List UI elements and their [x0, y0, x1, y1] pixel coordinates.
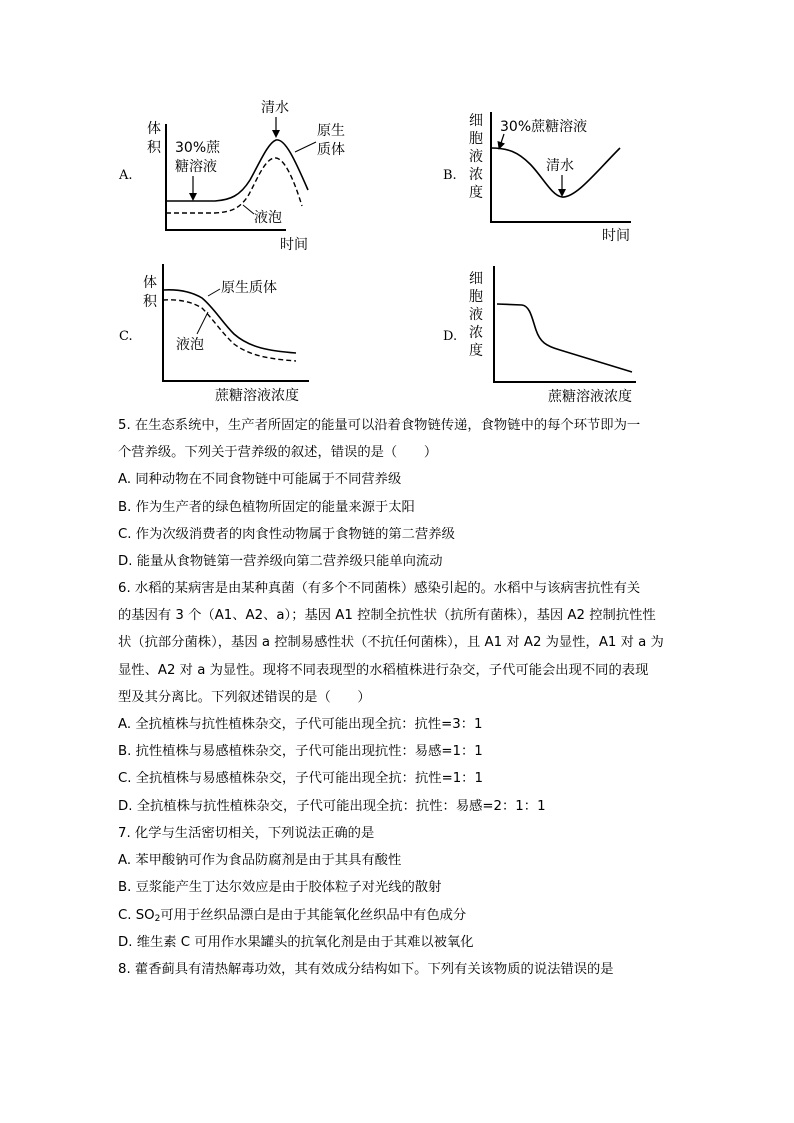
- graph-a-y-axis-2: 积: [147, 140, 161, 156]
- question-5: [118, 412, 678, 575]
- graph-a-sucrose-label-1: 30%蔗: [175, 140, 221, 156]
- graph-d-curve: [497, 304, 632, 372]
- question-7: [118, 820, 678, 956]
- question-6-stem-3: 状（抗部分菌株），基因 a 控制易感性状（不抗任何菌株），且 A1 对 A2 为显性，A1 对 a 为: [118, 635, 664, 651]
- question-7-option-c: [118, 902, 678, 929]
- graph-d-y-axis-1: 细: [469, 271, 483, 287]
- graph-c-y-axis-2: 积: [143, 294, 157, 310]
- graph-d-y-axis-5: 度: [469, 343, 483, 359]
- graph-a-sucrose-label-2: 糖溶液: [175, 159, 217, 175]
- question-8-stem: 8. 藿香蓟具有清热解毒功效，其有效成分结构如下。下列有关该物质的说法错误的是: [118, 962, 614, 977]
- question-6-stem-2: 的基因有 3 个（A1、A2、a）；基因 A1 控制全抗性状（抗所有菌株），基因 A2 控制抗性性: [118, 608, 656, 624]
- graph-d-x-axis: 蔗糖溶液浓度: [548, 389, 632, 405]
- graph-d-y-axis-3: 液: [469, 307, 483, 323]
- question-6-option-b: B. 抗性植株与易感植株杂交，子代可能出现抗性：易感=1：1: [118, 744, 483, 760]
- graph-a-y-axis-1: 体: [147, 121, 161, 137]
- graph-c-vacuole-leader: [197, 312, 208, 334]
- question-6-stem-5: 型及其分离比。下列叙述错误的是（ ）: [118, 689, 371, 705]
- question-6-stem-4: 显性、A2 对 a 为显性。现将不同表现型的水稻植株进行杂交，子代可能会出现不同的表现: [118, 662, 649, 678]
- graph-a: [118, 99, 345, 253]
- graph-b: [443, 112, 631, 244]
- graph-c-label: C.: [119, 329, 133, 344]
- question-6-stem-1: 6. 水稻的某病害是由某种真菌（有多个不同菌株）感染引起的。水稻中与该病害抗性有关: [118, 581, 641, 596]
- graph-d: [443, 266, 636, 405]
- graph-a-x-axis: 时间: [280, 237, 308, 253]
- question-5-stem-2: 个营养级。下列关于营养级的叙述，错误的是（ ）: [118, 445, 438, 461]
- graph-c-y-axis-1: 体: [143, 275, 157, 291]
- graph-a-water-label: 清水: [261, 100, 289, 116]
- graph-a-vacuole-leader: [243, 205, 254, 214]
- graph-c: [119, 264, 309, 404]
- question-7-option-b: B. 豆浆能产生丁达尔效应是由于胶体粒子对光线的散射: [118, 880, 442, 896]
- graph-b-sucrose-label: 30%蔗糖溶液: [500, 119, 588, 135]
- graph-b-y-axis-5: 度: [469, 185, 483, 201]
- graph-d-y-axis-2: 胞: [469, 289, 483, 305]
- question-7-stem: 7. 化学与生活密切相关，下列说法正确的是: [118, 826, 375, 841]
- graph-a-label: A.: [119, 168, 133, 183]
- question-5-option-d: D. 能量从食物链第一营养级向第二营养级只能单向流动: [118, 554, 443, 570]
- question-5-stem-1: 5. 在生态系统中，生产者所固定的能量可以沿着食物链传递，食物链中的每个环节即为一: [118, 418, 641, 433]
- question-8: [118, 956, 678, 983]
- question-5-option-a: A. 同种动物在不同食物链中可能属于不同营养级: [118, 472, 402, 488]
- question-7-option-c-suffix: 可用于丝织品漂白是由于其能氧化丝织品中有色成分: [160, 907, 467, 923]
- question-7-option-c-subscript: 2: [154, 913, 161, 924]
- graph-a-vacuole-label: 液泡: [254, 210, 282, 226]
- graph-d-axes: [494, 266, 636, 382]
- graph-a-protoplast-label-1: 原生: [317, 123, 345, 139]
- graph-c-protoplast-label: 原生质体: [221, 280, 277, 296]
- graph-b-label: B.: [443, 168, 457, 183]
- graph-b-sucrose-arrow: [500, 134, 504, 146]
- graph-b-water-label: 清水: [546, 158, 574, 174]
- question-6-option-c: C. 全抗植株与易感植株杂交，子代可能出现全抗：抗性=1：1: [118, 771, 483, 787]
- graph-canvas: [0, 0, 794, 410]
- graph-c-x-axis: 蔗糖溶液浓度: [215, 388, 299, 404]
- graph-c-vacuole-label: 液泡: [176, 337, 204, 353]
- graph-options: [0, 0, 794, 410]
- question-7-option-a: A. 苯甲酸钠可作为食品防腐剂是由于其具有酸性: [118, 853, 402, 869]
- graph-a-protoplast-leader: [295, 142, 316, 152]
- question-6-option-d: D. 全抗植株与抗性植株杂交，子代可能出现全抗：抗性：易感=2：1：1: [118, 798, 546, 814]
- question-6-option-a: A. 全抗植株与抗性植株杂交，子代可能出现全抗：抗性=3：1: [118, 717, 483, 733]
- graph-b-y-axis-2: 胞: [469, 131, 483, 147]
- question-5-option-c: C. 作为次级消费者的肉食性动物属于食物链的第二营养级: [118, 526, 455, 542]
- question-6: [118, 575, 678, 820]
- question-7-option-d: D. 维生素 C 可用作水果罐头的抗氧化剂是由于其难以被氧化: [118, 934, 474, 950]
- graph-d-y-axis-4: 浓: [469, 325, 483, 341]
- question-7-option-c-prefix: C. SO: [118, 907, 155, 923]
- graph-d-label: D.: [443, 329, 458, 344]
- graph-c-protoplast-leader: [208, 289, 220, 296]
- graph-b-y-axis-3: 液: [469, 149, 483, 165]
- question-5-option-b: B. 作为生产者的绿色植物所固定的能量来源于太阳: [118, 499, 415, 515]
- graph-b-x-axis: 时间: [602, 228, 630, 244]
- graph-b-y-axis-1: 细: [469, 113, 483, 129]
- graph-a-protoplast-label-2: 质体: [317, 142, 345, 158]
- graph-b-y-axis-4: 浓: [469, 167, 483, 183]
